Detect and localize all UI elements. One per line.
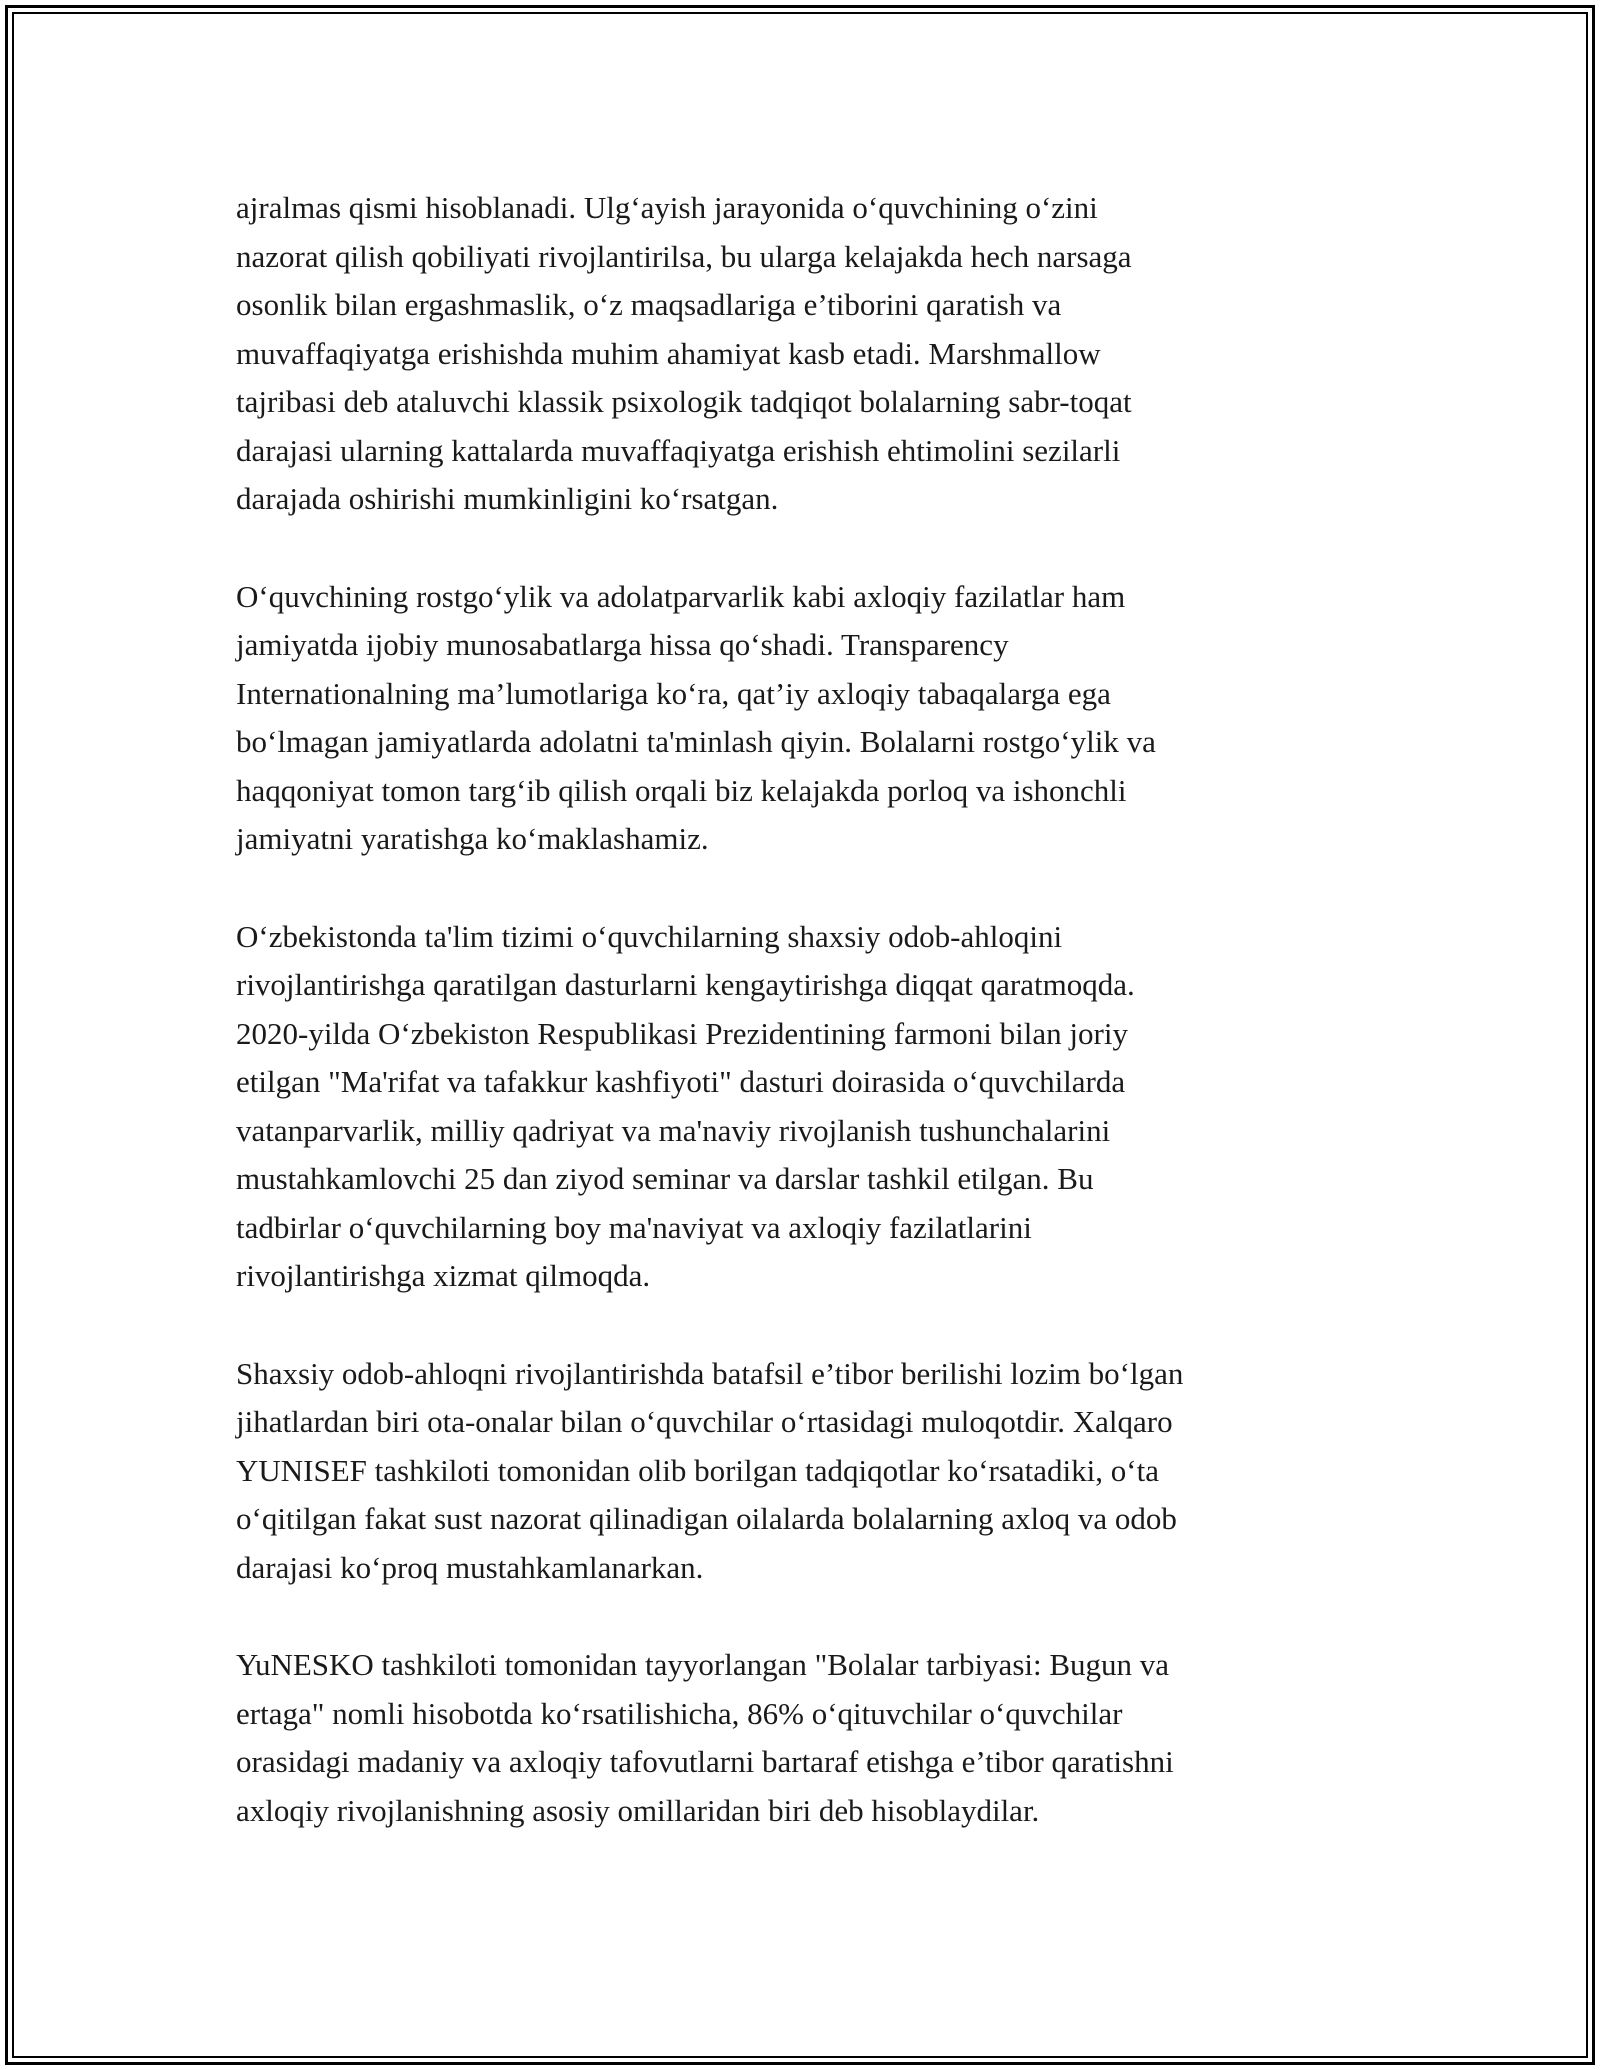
text-line: ajralmas qismi hisoblanadi. Ulg‘ayish jarayonida o‘quvchining o‘zini	[236, 190, 1098, 225]
text-line: jihatlardan biri ota-onalar bilan o‘quvchilar o‘rtasidagi muloqotdir. Xalqaro	[236, 1404, 1173, 1439]
text-line: mustahkamlovchi 25 dan ziyod seminar va darslar tashkil etilgan. Bu	[236, 1161, 1094, 1196]
paragraph	[236, 573, 1366, 864]
paragraph	[236, 184, 1366, 524]
text-line: jamiyatni yaratishga ko‘maklashamiz.	[236, 821, 709, 856]
text-line: vatanparvarlik, milliy qadriyat va ma'naviy rivojlanish tushunchalarini	[236, 1112, 1111, 1148]
text-line: o‘qitilgan fakat sust nazorat qilinadigan oilalarda bolalarning axloq va odob	[236, 1501, 1177, 1536]
text-line: Internationalning ma’lumotlariga ko‘ra, qat’iy axloqiy tabaqalarga ega	[236, 675, 1111, 711]
text-line: darajasi ularning kattalarda muvaffaqiyatga erishish ehtimolini sezilarli	[236, 432, 1121, 468]
text-line: rivojlantirishga xizmat qilmoqda.	[236, 1258, 651, 1293]
text-line: haqqoniyat tomon targ‘ib qilish orqali biz kelajakda porloq va ishonchli	[236, 772, 1127, 808]
paragraph	[236, 1350, 1366, 1593]
text-line: etilgan "Ma'rifat va tafakkur kashfiyoti" dasturi doirasida o‘quvchilarda	[236, 1064, 1126, 1099]
text-line: ertaga" nomli hisobotda ko‘rsatilishicha, 86% o‘qituvchilar o‘quvchilar	[236, 1695, 1123, 1731]
text-line: orasidagi madaniy va axloqiy tafovutlarni bartaraf etishga e’tibor qaratishni	[236, 1744, 1174, 1779]
text-line: 2020-yilda O‘zbekiston Respublikasi Prezidentining farmoni bilan joriy	[236, 1015, 1128, 1051]
text-line: Shaxsiy odob-ahloqni rivojlantirishda batafsil e’tibor berilishi lozim bo‘lgan	[236, 1355, 1184, 1391]
text-line: axloqiy rivojlanishning asosiy omillaridan biri deb hisoblaydilar.	[236, 1792, 1040, 1828]
text-line: nazorat qilish qobiliyati rivojlantirilsa, bu ularga kelajakda hech narsaga	[236, 238, 1132, 274]
paragraph	[236, 1641, 1366, 1835]
text-line: rivojlantirishga qaratilgan dasturlarni kengaytirishga diqqat qaratmoqda.	[236, 967, 1135, 1002]
text-line: YuNESKO tashkiloti tomonidan tayyorlangan "Bolalar tarbiyasi: Bugun va	[236, 1647, 1170, 1682]
text-line: darajada oshirishi mumkinligini ko‘rsatgan.	[236, 481, 779, 516]
text-line: darajasi ko‘proq mustahkamlanarkan.	[236, 1549, 704, 1585]
text-line: O‘quvchining rostgo‘ylik va adolatparvarlik kabi axloqiy fazilatlar ham	[236, 578, 1126, 614]
text-line: bo‘lmagan jamiyatlarda adolatni ta'minlash qiyin. Bolalarni rostgo‘ylik va	[236, 724, 1156, 759]
document-body	[236, 184, 1366, 1835]
text-line: muvaffaqiyatga erishishda muhim ahamiyat kasb etadi. Marshmallow	[236, 335, 1101, 371]
text-line: tadbirlar o‘quvchilarning boy ma'naviyat va axloqiy fazilatlarini	[236, 1209, 1032, 1245]
text-line: O‘zbekistonda ta'lim tizimi o‘quvchilarning shaxsiy odob-ahloqini	[236, 918, 1063, 954]
text-line: jamiyatda ijobiy munosabatlarga hissa qo‘shadi. Transparency	[236, 627, 1009, 662]
text-line: YUNISEF tashkiloti tomonidan olib borilgan tadqiqotlar ko‘rsatadiki, o‘ta	[236, 1452, 1159, 1488]
text-line: tajribasi deb ataluvchi klassik psixologik tadqiqot bolalarning sabr-toqat	[236, 384, 1132, 419]
text-line: osonlik bilan ergashmaslik, o‘z maqsadlariga e’tiborini qaratish va	[236, 287, 1062, 322]
paragraph	[236, 913, 1366, 1301]
